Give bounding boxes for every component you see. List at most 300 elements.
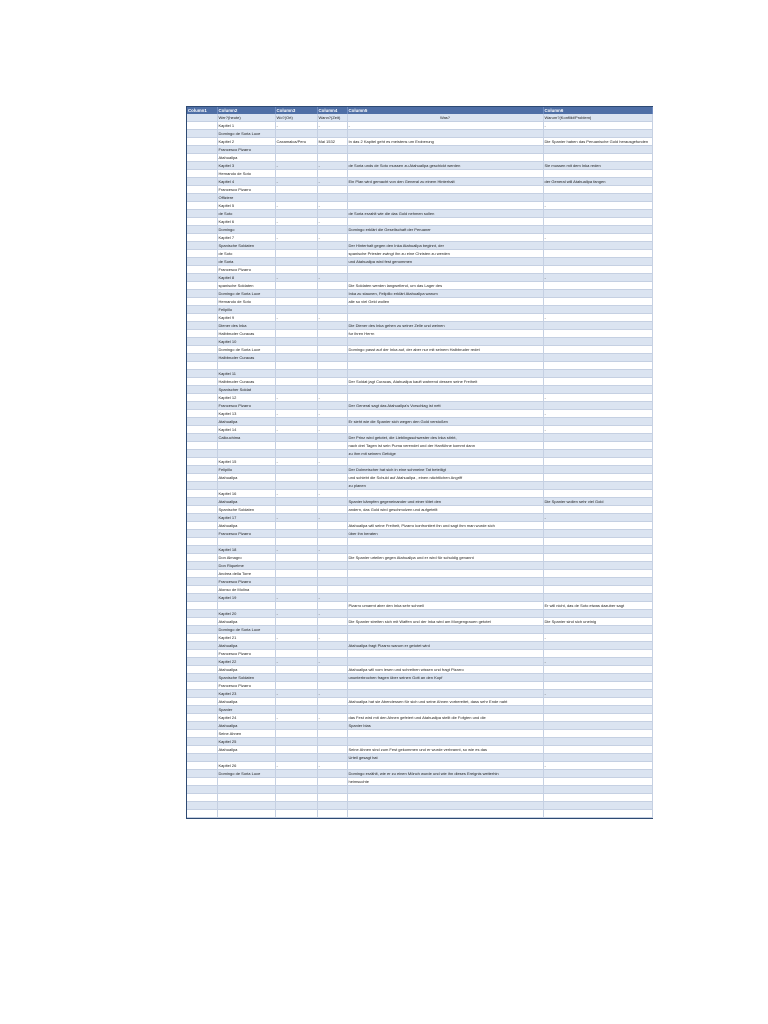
table-cell[interactable]	[543, 298, 652, 306]
table-cell[interactable]	[217, 794, 275, 802]
table-cell[interactable]	[187, 314, 217, 322]
table-cell[interactable]	[543, 642, 652, 650]
table-cell[interactable]	[187, 154, 217, 162]
table-cell[interactable]	[543, 570, 652, 578]
table-cell[interactable]	[275, 474, 317, 482]
table-cell[interactable]: zu planen	[347, 482, 543, 490]
table-cell[interactable]	[275, 378, 317, 386]
table-cell[interactable]	[543, 402, 652, 410]
table-cell[interactable]: -	[275, 394, 317, 402]
table-cell[interactable]	[275, 522, 317, 530]
table-cell[interactable]	[187, 362, 217, 370]
table-cell[interactable]	[347, 186, 543, 194]
table-cell[interactable]	[275, 282, 317, 290]
table-cell[interactable]: Wer?(heute)	[217, 114, 275, 122]
table-cell[interactable]: -	[543, 762, 652, 770]
table-cell[interactable]	[317, 266, 347, 274]
table-cell[interactable]	[275, 354, 317, 362]
table-cell[interactable]	[187, 514, 217, 522]
table-cell[interactable]: und Atahuallpa wird fest genommen	[347, 258, 543, 266]
table-cell[interactable]: -	[543, 202, 652, 210]
table-cell[interactable]: -	[543, 426, 652, 434]
table-cell[interactable]	[317, 258, 347, 266]
table-cell[interactable]	[543, 210, 652, 218]
table-cell[interactable]: Domingo de Soria Luce	[217, 626, 275, 634]
table-cell[interactable]: Hernando de Soto	[217, 170, 275, 178]
table-cell[interactable]	[275, 482, 317, 490]
table-cell[interactable]: -	[317, 490, 347, 498]
table-cell[interactable]	[187, 786, 217, 794]
table-cell[interactable]	[275, 402, 317, 410]
table-cell[interactable]	[543, 218, 652, 226]
table-cell[interactable]: Hernando de Soto	[217, 298, 275, 306]
table-cell[interactable]: Seine Ahnen	[217, 730, 275, 738]
table-cell[interactable]	[543, 626, 652, 634]
table-cell[interactable]	[543, 674, 652, 682]
table-cell[interactable]	[347, 306, 543, 314]
table-cell[interactable]: Atahuallpa	[217, 698, 275, 706]
table-cell[interactable]: Kapitel 9	[217, 314, 275, 322]
table-cell[interactable]: Felipillo	[217, 306, 275, 314]
table-cell[interactable]: Kapitel 1	[217, 122, 275, 130]
table-cell[interactable]	[543, 506, 652, 514]
table-cell[interactable]	[317, 154, 347, 162]
table-cell[interactable]	[187, 506, 217, 514]
table-cell[interactable]	[347, 682, 543, 690]
table-cell[interactable]	[275, 738, 317, 746]
table-cell[interactable]	[317, 626, 347, 634]
table-cell[interactable]: Francesco Pizarro	[217, 146, 275, 154]
table-cell[interactable]: -	[347, 122, 543, 130]
table-cell[interactable]: -	[275, 274, 317, 282]
table-cell[interactable]: Ein Plan wird gemacht von den General zu einem Hinterhalt	[347, 178, 543, 186]
table-cell[interactable]: Die Soldaten werden langweilend, um das Lager des	[347, 282, 543, 290]
table-cell[interactable]	[275, 682, 317, 690]
table-cell[interactable]	[275, 146, 317, 154]
table-cell[interactable]	[217, 362, 275, 370]
table-cell[interactable]: Der Dolmetscher hat sich in eine schmeine Tat beteiligt	[347, 466, 543, 474]
table-cell[interactable]: Spanischer Soldat	[217, 386, 275, 394]
table-cell[interactable]: und schiebt die Schuld auf Atahuallpa , einen nächtlichen Angriff	[347, 474, 543, 482]
table-cell[interactable]: Sie mussen mit dem Inka reden	[543, 162, 652, 170]
table-cell[interactable]: de Soto	[217, 210, 275, 218]
table-cell[interactable]	[543, 290, 652, 298]
table-cell[interactable]: Seine Ahnen sind zum Fest gekommen und er wurde verbrannt, so wie es das	[347, 746, 543, 754]
table-cell[interactable]	[347, 738, 543, 746]
table-cell[interactable]: Francesco Pizarro	[217, 186, 275, 194]
table-cell[interactable]: Atahuallpa	[217, 154, 275, 162]
table-cell[interactable]	[217, 754, 275, 762]
table-cell[interactable]	[543, 810, 652, 818]
table-cell[interactable]	[543, 266, 652, 274]
table-cell[interactable]	[543, 130, 652, 138]
table-cell[interactable]	[317, 338, 347, 346]
table-cell[interactable]	[543, 466, 652, 474]
table-cell[interactable]	[187, 146, 217, 154]
table-cell[interactable]	[317, 450, 347, 458]
table-cell[interactable]: Francesco Pizarro	[217, 266, 275, 274]
table-cell[interactable]	[543, 386, 652, 394]
table-cell[interactable]	[187, 306, 217, 314]
table-cell[interactable]: Spanier	[217, 706, 275, 714]
table-cell[interactable]	[543, 482, 652, 490]
table-cell[interactable]	[187, 122, 217, 130]
table-cell[interactable]: -	[317, 690, 347, 698]
table-cell[interactable]: Kapitel 14	[217, 426, 275, 434]
table-cell[interactable]	[187, 402, 217, 410]
table-cell[interactable]: Kapitel 17	[217, 514, 275, 522]
table-cell[interactable]: Atahuallpa will vom lesen und schreiben wissen und fragt Pizarro	[347, 666, 543, 674]
table-cell[interactable]: Inka zu staunen, Felipillo erklärt Atahuallpa warum	[347, 290, 543, 298]
table-cell[interactable]: Caxamalca/Peru	[275, 138, 317, 146]
table-cell[interactable]: Spanische Soldaten	[217, 242, 275, 250]
table-cell[interactable]	[187, 282, 217, 290]
table-cell[interactable]	[187, 578, 217, 586]
table-cell[interactable]	[543, 722, 652, 730]
table-cell[interactable]	[543, 698, 652, 706]
table-cell[interactable]	[543, 578, 652, 586]
table-cell[interactable]	[187, 490, 217, 498]
table-cell[interactable]	[275, 362, 317, 370]
table-cell[interactable]	[543, 450, 652, 458]
table-cell[interactable]: Spanier kämpfen gegeneinander und einer tötet den	[347, 498, 543, 506]
table-cell[interactable]: Wann?(Zeit)	[317, 114, 347, 122]
table-cell[interactable]	[187, 770, 217, 778]
table-cell[interactable]: -	[317, 594, 347, 602]
table-cell[interactable]: -	[317, 218, 347, 226]
table-cell[interactable]: -	[543, 314, 652, 322]
table-cell[interactable]: Kapitel 15	[217, 458, 275, 466]
table-cell[interactable]: -	[317, 162, 347, 170]
table-cell[interactable]	[187, 346, 217, 354]
table-cell[interactable]	[543, 794, 652, 802]
table-cell[interactable]	[187, 218, 217, 226]
table-cell[interactable]	[347, 274, 543, 282]
table-cell[interactable]: Atahuallpa	[217, 474, 275, 482]
table-cell[interactable]	[317, 226, 347, 234]
table-cell[interactable]	[543, 786, 652, 794]
table-cell[interactable]: -	[317, 234, 347, 242]
table-cell[interactable]: Atahuallpa	[217, 618, 275, 626]
table-cell[interactable]: -	[275, 658, 317, 666]
table-cell[interactable]: Kapitel 2	[217, 138, 275, 146]
table-cell[interactable]	[347, 634, 543, 642]
table-cell[interactable]: Don Almagro	[217, 554, 275, 562]
column-header[interactable]: Column1	[187, 107, 217, 114]
table-cell[interactable]	[217, 538, 275, 546]
table-cell[interactable]	[543, 594, 652, 602]
table-cell[interactable]	[317, 522, 347, 530]
table-cell[interactable]	[317, 378, 347, 386]
table-cell[interactable]	[317, 130, 347, 138]
table-cell[interactable]	[275, 642, 317, 650]
table-cell[interactable]: Der Hinterhalt gegen den Inka Atahuallpa beginnt, der	[347, 242, 543, 250]
table-cell[interactable]	[317, 290, 347, 298]
table-cell[interactable]	[347, 610, 543, 618]
table-cell[interactable]	[187, 330, 217, 338]
table-cell[interactable]: spanische Priester zwingt ihn zu eine Christen zu werden	[347, 250, 543, 258]
table-cell[interactable]: fur ihren Herrn	[347, 330, 543, 338]
table-cell[interactable]	[543, 322, 652, 330]
table-cell[interactable]	[275, 258, 317, 266]
table-cell[interactable]	[187, 450, 217, 458]
table-cell[interactable]	[347, 546, 543, 554]
table-cell[interactable]	[543, 330, 652, 338]
table-cell[interactable]	[317, 650, 347, 658]
table-cell[interactable]	[187, 794, 217, 802]
table-cell[interactable]: Domingo de Soria Luce	[217, 290, 275, 298]
table-cell[interactable]: Der General sagt das Atahuallpa's Vorschlag ist nett	[347, 402, 543, 410]
table-cell[interactable]	[187, 114, 217, 122]
table-cell[interactable]	[187, 378, 217, 386]
table-cell[interactable]	[187, 570, 217, 578]
table-cell[interactable]	[543, 418, 652, 426]
table-cell[interactable]: Atahuallpa hat sie Abendessen für sich und seine Ahnen vorbereitet, dass sehr Ende naht	[347, 698, 543, 706]
table-cell[interactable]: -	[543, 410, 652, 418]
table-cell[interactable]	[275, 650, 317, 658]
table-cell[interactable]: -	[317, 122, 347, 130]
table-cell[interactable]	[317, 474, 347, 482]
table-cell[interactable]: ununterbrochen fragen über seinen Gott an den Kopf	[347, 674, 543, 682]
table-cell[interactable]	[347, 410, 543, 418]
table-cell[interactable]: Domingo de Soria Luce	[217, 130, 275, 138]
table-cell[interactable]	[543, 538, 652, 546]
table-cell[interactable]	[317, 370, 347, 378]
table-cell[interactable]	[347, 354, 543, 362]
table-cell[interactable]	[187, 730, 217, 738]
table-cell[interactable]: Halbbruder Curacas	[217, 378, 275, 386]
table-cell[interactable]	[543, 378, 652, 386]
table-cell[interactable]	[187, 586, 217, 594]
table-cell[interactable]: Kapitel 5	[217, 202, 275, 210]
table-cell[interactable]	[187, 666, 217, 674]
table-cell[interactable]	[187, 170, 217, 178]
table-cell[interactable]	[187, 194, 217, 202]
table-cell[interactable]: de Soria erzahlt wie die das Gold nehmen sollen	[347, 210, 543, 218]
table-cell[interactable]: Die Spanier sind sich uneinig	[543, 618, 652, 626]
table-cell[interactable]: -	[275, 234, 317, 242]
column-header[interactable]: Column5	[347, 107, 543, 114]
table-cell[interactable]	[187, 354, 217, 362]
table-cell[interactable]: -	[275, 514, 317, 522]
table-cell[interactable]	[543, 306, 652, 314]
table-cell[interactable]	[217, 810, 275, 818]
table-cell[interactable]	[187, 322, 217, 330]
table-cell[interactable]	[347, 786, 543, 794]
table-cell[interactable]	[543, 338, 652, 346]
table-cell[interactable]: Kapitel 19	[217, 594, 275, 602]
table-cell[interactable]	[275, 194, 317, 202]
table-cell[interactable]: Warum?(Konflikt/Problem)	[543, 114, 652, 122]
table-cell[interactable]	[217, 778, 275, 786]
table-cell[interactable]: -	[543, 122, 652, 130]
table-cell[interactable]: -	[275, 610, 317, 618]
table-cell[interactable]: -	[317, 314, 347, 322]
table-cell[interactable]	[275, 290, 317, 298]
table-cell[interactable]	[317, 810, 347, 818]
table-cell[interactable]	[187, 418, 217, 426]
table-cell[interactable]	[317, 146, 347, 154]
table-cell[interactable]	[543, 778, 652, 786]
table-cell[interactable]	[275, 154, 317, 162]
table-cell[interactable]	[187, 802, 217, 810]
table-cell[interactable]	[317, 570, 347, 578]
table-cell[interactable]	[187, 530, 217, 538]
table-cell[interactable]	[543, 714, 652, 722]
table-cell[interactable]	[317, 666, 347, 674]
table-cell[interactable]: -	[275, 178, 317, 186]
column-header[interactable]: Column2	[217, 107, 275, 114]
table-cell[interactable]: Domingo erklärt die Gesellschaft der Peruaner	[347, 226, 543, 234]
table-cell[interactable]	[187, 138, 217, 146]
table-cell[interactable]	[543, 170, 652, 178]
table-cell[interactable]	[317, 794, 347, 802]
table-cell[interactable]	[217, 450, 275, 458]
table-cell[interactable]: Halbbruder Curacas	[217, 354, 275, 362]
table-cell[interactable]	[543, 650, 652, 658]
table-cell[interactable]: -	[317, 514, 347, 522]
table-cell[interactable]: Callcuchima	[217, 434, 275, 442]
table-cell[interactable]: Kapitel 25	[217, 738, 275, 746]
table-cell[interactable]: Atahuallpa	[217, 666, 275, 674]
table-cell[interactable]	[187, 258, 217, 266]
table-cell[interactable]	[275, 386, 317, 394]
table-cell[interactable]	[543, 250, 652, 258]
table-cell[interactable]: Atahuallpa will seine Freiheit, Pizarro konfrontiert ihn und sagt ihm man wurde sich	[347, 522, 543, 530]
table-cell[interactable]	[317, 402, 347, 410]
table-cell[interactable]	[543, 434, 652, 442]
table-cell[interactable]	[317, 802, 347, 810]
table-cell[interactable]	[275, 586, 317, 594]
table-cell[interactable]	[543, 474, 652, 482]
table-cell[interactable]: -	[275, 634, 317, 642]
table-cell[interactable]: Was?	[347, 114, 543, 122]
table-cell[interactable]	[275, 450, 317, 458]
table-cell[interactable]	[187, 442, 217, 450]
table-cell[interactable]	[275, 170, 317, 178]
table-cell[interactable]	[347, 338, 543, 346]
table-cell[interactable]	[187, 690, 217, 698]
table-cell[interactable]	[187, 474, 217, 482]
table-cell[interactable]: -	[317, 178, 347, 186]
table-cell[interactable]	[275, 754, 317, 762]
table-cell[interactable]: das Fest wird mit den Ahnen gefeiert und Atahuallpa stellt die Fofgten und die	[347, 714, 543, 722]
table-cell[interactable]: Kapitel 22	[217, 658, 275, 666]
table-cell[interactable]	[275, 554, 317, 562]
table-cell[interactable]: Kapitel 10	[217, 338, 275, 346]
table-cell[interactable]	[187, 234, 217, 242]
table-cell[interactable]	[275, 226, 317, 234]
table-cell[interactable]	[543, 522, 652, 530]
table-cell[interactable]	[317, 194, 347, 202]
table-cell[interactable]: Wo?(Ort)	[275, 114, 317, 122]
table-cell[interactable]	[187, 626, 217, 634]
table-cell[interactable]	[275, 298, 317, 306]
table-cell[interactable]: Francesco Pizarro	[217, 402, 275, 410]
table-cell[interactable]	[187, 594, 217, 602]
table-cell[interactable]: -	[317, 658, 347, 666]
table-cell[interactable]	[275, 626, 317, 634]
table-cell[interactable]	[317, 210, 347, 218]
table-cell[interactable]: Pizarro umarmt aber den Inka sehr schnell	[347, 602, 543, 610]
table-cell[interactable]: Er will nicht, das de Soto etwas dazuber sagt	[543, 602, 652, 610]
table-cell[interactable]	[187, 434, 217, 442]
table-cell[interactable]: Atahuallpa	[217, 418, 275, 426]
table-cell[interactable]: -	[275, 490, 317, 498]
table-cell[interactable]: -	[543, 234, 652, 242]
table-cell[interactable]	[317, 682, 347, 690]
table-cell[interactable]	[275, 242, 317, 250]
table-cell[interactable]	[317, 354, 347, 362]
table-cell[interactable]	[187, 338, 217, 346]
table-cell[interactable]	[187, 394, 217, 402]
table-cell[interactable]	[187, 458, 217, 466]
table-cell[interactable]	[275, 338, 317, 346]
table-cell[interactable]: der General will Atahuallpa fangen	[543, 178, 652, 186]
table-cell[interactable]	[347, 762, 543, 770]
table-cell[interactable]	[317, 778, 347, 786]
table-cell[interactable]	[187, 178, 217, 186]
table-cell[interactable]: Domingo erzählt, wie er zu einen Mönch wurde und wie ihn dieses Ereignis weiterhin	[347, 770, 543, 778]
table-cell[interactable]: Domingo	[217, 226, 275, 234]
table-cell[interactable]	[187, 634, 217, 642]
table-cell[interactable]: In das 2 Kapitel geht es meistens um Eroberung	[347, 138, 543, 146]
table-cell[interactable]: Kapitel 3	[217, 162, 275, 170]
table-cell[interactable]	[543, 442, 652, 450]
table-cell[interactable]	[347, 386, 543, 394]
table-cell[interactable]: Atahuallpa	[217, 746, 275, 754]
table-cell[interactable]: nach drei Tagen ist sein Puma verendet und der Hanfühne kommt dann	[347, 442, 543, 450]
column-header[interactable]: Column6	[543, 107, 652, 114]
table-cell[interactable]: Die Spanier haben das Peruanische Gold herausgefunden	[543, 138, 652, 146]
table-cell[interactable]: Alonso de Molina	[217, 586, 275, 594]
table-cell[interactable]	[317, 362, 347, 370]
table-cell[interactable]	[275, 770, 317, 778]
table-cell[interactable]	[317, 578, 347, 586]
table-cell[interactable]	[217, 602, 275, 610]
table-cell[interactable]	[543, 738, 652, 746]
table-cell[interactable]	[543, 802, 652, 810]
table-cell[interactable]: andern, das Gold wird geschmolzen und aufgeteilt	[347, 506, 543, 514]
table-cell[interactable]	[187, 162, 217, 170]
table-cell[interactable]	[317, 242, 347, 250]
table-cell[interactable]	[217, 482, 275, 490]
table-cell[interactable]	[347, 562, 543, 570]
table-cell[interactable]	[347, 130, 543, 138]
table-cell[interactable]	[317, 386, 347, 394]
table-cell[interactable]	[187, 554, 217, 562]
table-cell[interactable]: Die Spanier wollen sehr viel Gold	[543, 498, 652, 506]
table-cell[interactable]: Die Diener des Inka gehen zu seiner Zelle und weinen	[347, 322, 543, 330]
table-cell[interactable]: -	[275, 410, 317, 418]
table-cell[interactable]	[187, 482, 217, 490]
table-cell[interactable]	[543, 282, 652, 290]
table-cell[interactable]	[317, 482, 347, 490]
table-cell[interactable]	[543, 546, 652, 554]
table-cell[interactable]: Kapitel 4	[217, 178, 275, 186]
table-cell[interactable]	[187, 538, 217, 546]
table-cell[interactable]	[347, 146, 543, 154]
table-cell[interactable]	[347, 690, 543, 698]
table-cell[interactable]	[543, 770, 652, 778]
table-cell[interactable]	[347, 538, 543, 546]
table-cell[interactable]	[187, 186, 217, 194]
table-cell[interactable]	[543, 682, 652, 690]
table-cell[interactable]	[187, 266, 217, 274]
table-cell[interactable]: -	[275, 546, 317, 554]
table-cell[interactable]	[317, 642, 347, 650]
table-cell[interactable]	[275, 266, 317, 274]
